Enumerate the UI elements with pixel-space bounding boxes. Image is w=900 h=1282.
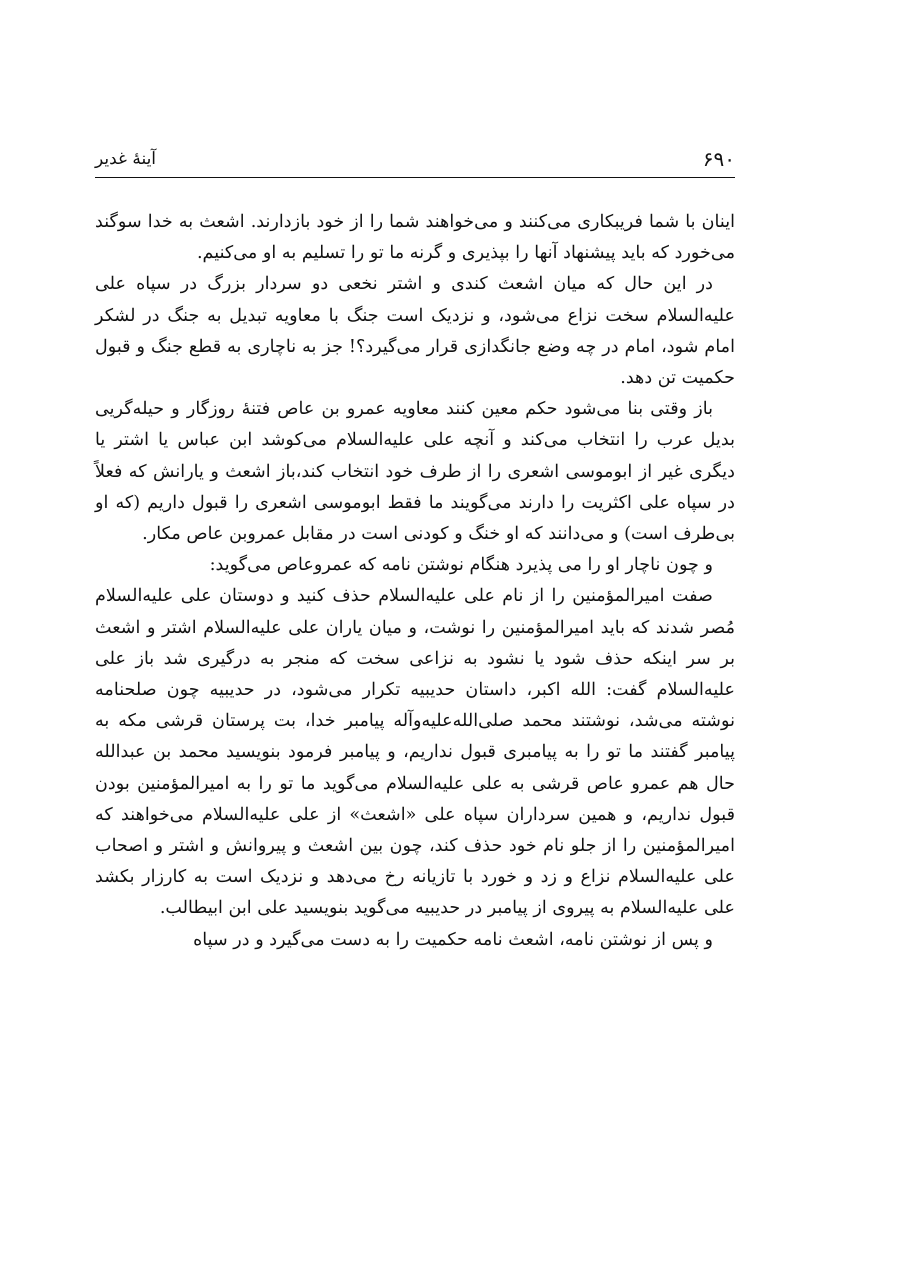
paragraph-6: و پس از نوشتن نامه، اشعث نامه حکمیت را به دست می‌گیرد و در سپاه — [193, 929, 713, 950]
page-header — [95, 143, 735, 178]
running-title: آینهٔ غدیر — [95, 149, 157, 169]
page-number: ۶۹۰ — [702, 147, 735, 171]
paragraph-1: اینان با شما فریبکاری می‌کنند و می‌خواهند شما را از خود بازدارند. اشعث به خدا سوگند می‌خورد که باید پیشنهاد آنها را بپذیری و گرنه ما تو را تسلیم به او می‌کنیم. — [95, 212, 735, 264]
paragraph-5: صفت امیرالمؤمنین را از نام علی علیه‌السلام حذف کنید و دوستان علی علیه‌السلام مُصر شدند که باید امیرالمؤمنین را نوشت، و میان یاران علی علیه‌السلام اشتر و اشعث بر سر اینکه حذف شود یا نشود به نزاعی سخت که منجر به درگیری شد باز علی علیه‌السلام گفت: الله اکبر، داستان حدیبیه تکرار می‌شود، در حدیبیه چون صلحنامه نوشته می‌شد، نوشتند محمد صلی‌الله‌علیه‌وآله پیامبر خدا، بت پرستان قرشی مکه به پیامبر گفتند ما تو را به پیامبری قبول نداریم، و پیامبر فرمود بنویسید محمد بن عبدالله حال هم عمرو عاص قرشی به علی علیه‌السلام می‌گوید ما تو را به امیرالمؤمنین بودن قبول نداریم، و همین سرداران سپاه علی «اشعث» از علی علیه‌السلام می‌خواهند که امیرالمؤمنین را از جلو نام خود حذف کند، چون بین اشعث و پیروانش و اشتر و اصحاب علی علیه‌السلام نزاع و زد و خورد با تازیانه رخ می‌دهد و نزدیک است به کارزار بکشد علی علیه‌السلام به پیروی از پیامبر در حدیبیه می‌گوید بنویسید علی ابن ابیطالب. — [95, 586, 735, 919]
body-text — [95, 207, 735, 956]
paragraph-4: و چون ناچار او را می پذیرد هنگام نوشتن نامه که عمروعاص می‌گوید: — [209, 555, 713, 576]
paragraph-2: در این حال که میان اشعث کندی و اشتر نخعی دو سردار بزرگ در سپاه علی علیه‌السلام سخت نزاع می‌شود، و نزدیک است جنگ با معاویه تبدیل به جنگ در لشکر امام شود، امام در چه وضع جانگدازی قرار می‌گیرد؟! جز به ناچاری به قطع جنگ و قبول حکمیت تن دهد. — [95, 274, 735, 389]
paragraph-3: باز وقتی بنا می‌شود حکم معین کنند معاویه عمرو بن عاص فتنهٔ روزگار و حیله‌گریی بدیل عرب را انتخاب می‌کند و آنچه علی علیه‌السلام می‌کوشد ابن عباس یا اشتر یا دیگری غیر از ابوموسی اشعری را از طرف خود انتخاب کند،باز اشعث و یارانش که فعلاً در سپاه علی اکثریت را دارند می‌گویند ما فقط ابوموسی اشعری را قبول داریم (که او بی‌طرف است) و می‌دانند که او خنگ و کودنی است در مقابل عمروبن عاص مکار. — [95, 399, 735, 545]
